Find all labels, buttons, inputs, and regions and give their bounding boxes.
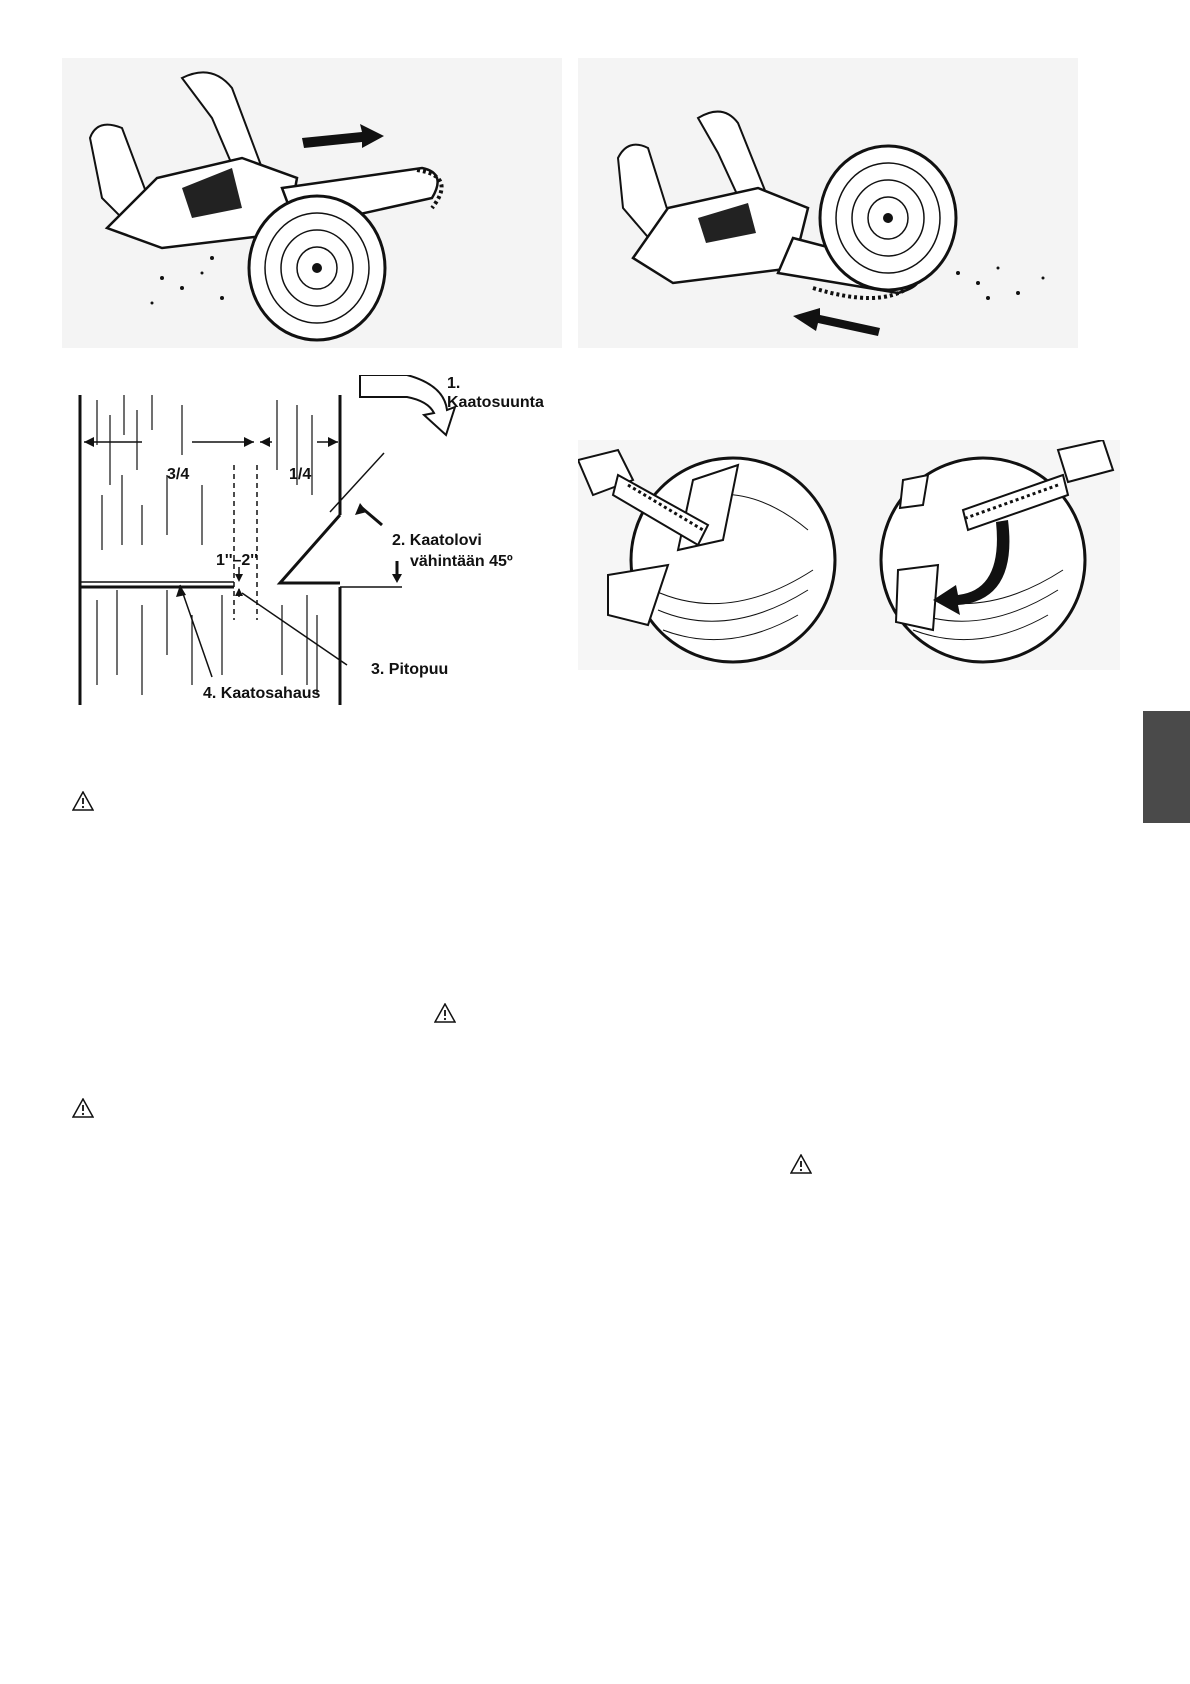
warning-triangle-icon	[790, 1154, 812, 1174]
label-fraction-one-quarter: 1/4	[289, 466, 312, 483]
saw-on-log-push-svg	[578, 58, 1078, 348]
illustration-top-right-cutting-with-top-of-bar	[578, 58, 1078, 348]
label-notch: 2. Kaatolovi	[392, 532, 482, 549]
felling-diagram-svg	[62, 375, 562, 705]
bucking-cuts-svg	[578, 440, 1120, 670]
label-fraction-three-quarters: 3/4	[167, 466, 190, 483]
section-tab	[1143, 711, 1190, 823]
label-hinge: 3. Pitopuu	[371, 661, 449, 678]
label-hinge-measure: 1''–2''	[216, 552, 258, 569]
felling-diagram	[62, 375, 562, 705]
illustration-bucking-cuts	[578, 440, 1120, 670]
warning-triangle-icon	[434, 1003, 456, 1023]
illustration-top-left-cutting-with-bottom-of-bar	[62, 58, 562, 348]
saw-on-log-pull-svg	[62, 58, 562, 348]
warning-triangle-icon	[72, 1098, 94, 1118]
warning-triangle-icon	[72, 791, 94, 811]
label-felling-direction: Kaatosuunta	[447, 394, 544, 411]
label-felling-cut: 4. Kaatosahaus	[203, 685, 321, 702]
label-notch-angle: vähintään 45º	[410, 553, 513, 570]
label-felling-direction-number: 1.	[447, 375, 461, 392]
